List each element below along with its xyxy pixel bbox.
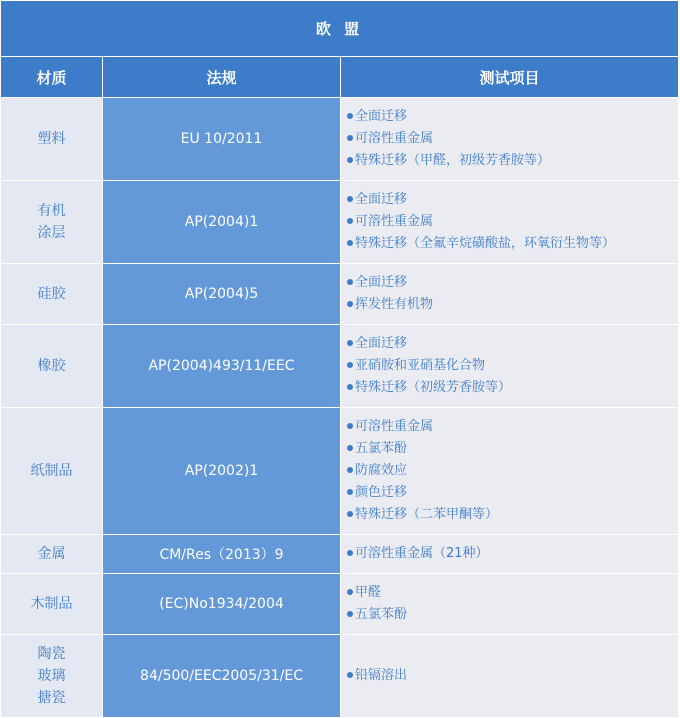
regulation-cell: EU 10/2011 (103, 98, 341, 180)
bullet-icon (347, 550, 353, 556)
bullet-icon (347, 589, 353, 595)
material-text: 纸制品 (30, 463, 73, 479)
table-row (1, 574, 678, 635)
bullet-icon (347, 362, 353, 368)
test-item (347, 189, 678, 211)
test-item-text: 可溶性重金属 (355, 131, 434, 146)
tests-cell (341, 264, 678, 324)
bullet-icon (347, 672, 353, 678)
test-item (347, 377, 678, 399)
test-item-text: 可溶性重金属 (355, 214, 434, 229)
test-item-text: 五氯苯酚 (355, 441, 408, 456)
test-item-text: 特殊迁移（初级芳香胺等） (355, 380, 512, 395)
test-item (347, 482, 678, 504)
test-item (347, 460, 678, 482)
material-text: 陶瓷 (37, 646, 66, 662)
test-item (347, 416, 678, 438)
test-item (347, 272, 678, 294)
test-item (347, 106, 678, 128)
test-item (347, 333, 678, 355)
table-row (1, 98, 678, 181)
test-item (347, 543, 678, 565)
test-item (347, 665, 678, 687)
material-text: 橡胶 (37, 358, 66, 374)
tests-cell (341, 98, 678, 180)
test-item-text: 全面迁移 (355, 192, 408, 207)
header-row (1, 57, 678, 98)
bullet-icon (347, 340, 353, 346)
regulation-cell: 84/500/EEC2005/31/EC (103, 635, 341, 717)
test-item-text: 特殊迁移（甲醛，初级芳香胺等） (355, 153, 551, 168)
test-item-text: 挥发性有机物 (355, 297, 434, 312)
bullet-icon (347, 135, 353, 141)
table-row (1, 181, 678, 264)
test-item-text: 全面迁移 (355, 109, 408, 124)
table-body (1, 98, 678, 718)
material-cell (1, 635, 103, 717)
test-item (347, 355, 678, 377)
bullet-icon (347, 445, 353, 451)
table-row (1, 325, 678, 408)
bullet-icon (347, 384, 353, 390)
test-item (347, 604, 678, 626)
test-item (347, 438, 678, 460)
tests-cell (341, 325, 678, 407)
test-item-text: 五氯苯酚 (355, 607, 408, 622)
bullet-icon (347, 301, 353, 307)
test-item-text: 可溶性重金属 (355, 419, 434, 434)
bullet-icon (347, 511, 353, 517)
bullet-icon (347, 196, 353, 202)
test-item (347, 504, 678, 526)
material-text: 涂层 (37, 225, 66, 241)
table-row (1, 535, 678, 574)
test-item-text: 亚硝胺和亚硝基化合物 (355, 358, 486, 373)
regulation-cell: CM/Res（2013）9 (103, 535, 341, 573)
regulation-cell: AP(2004)493/11/EEC (103, 325, 341, 407)
test-item-text: 防腐效应 (355, 463, 408, 478)
bullet-icon (347, 218, 353, 224)
header-regulation: 法规 (103, 57, 341, 97)
material-text: 塑料 (37, 131, 66, 147)
test-item-text: 全面迁移 (355, 275, 408, 290)
bullet-icon (347, 423, 353, 429)
bullet-icon (347, 489, 353, 495)
bullet-icon (347, 279, 353, 285)
regulation-cell: AP(2002)1 (103, 408, 341, 534)
test-item-text: 铅镉溶出 (355, 668, 408, 683)
material-text: 木制品 (30, 596, 73, 612)
tests-cell (341, 181, 678, 263)
material-text: 金属 (37, 546, 66, 562)
test-item-text: 颜色迁移 (355, 485, 408, 500)
tests-cell (341, 535, 678, 573)
bullet-icon (347, 113, 353, 119)
test-item-text: 全面迁移 (355, 336, 408, 351)
material-cell (1, 325, 103, 407)
material-cell (1, 264, 103, 324)
test-item (347, 582, 678, 604)
material-cell (1, 574, 103, 634)
material-cell (1, 535, 103, 573)
test-item-text: 特殊迁移（二苯甲酮等） (355, 507, 499, 522)
regulation-cell: AP(2004)5 (103, 264, 341, 324)
material-text: 搪瓷 (37, 690, 66, 706)
tests-cell (341, 635, 678, 717)
table-row (1, 264, 678, 325)
bullet-icon (347, 611, 353, 617)
regulation-cell: (EC)No1934/2004 (103, 574, 341, 634)
material-text: 玻璃 (37, 668, 66, 684)
header-tests: 测试项目 (479, 68, 540, 87)
material-cell (1, 181, 103, 263)
tests-cell (341, 408, 678, 534)
bullet-icon (347, 467, 353, 473)
material-text: 硅胶 (37, 286, 66, 302)
test-item-text: 特殊迁移（全氟辛烷磺酸盐，环氧衍生物等） (355, 236, 616, 251)
bullet-icon (347, 240, 353, 246)
test-item-text: 甲醛 (355, 585, 382, 600)
table-title: 欧 盟 (1, 1, 678, 57)
header-material: 材质 (1, 57, 103, 97)
material-cell (1, 408, 103, 534)
material-text: 有机 (37, 203, 66, 219)
test-item (347, 211, 678, 233)
tests-cell (341, 574, 678, 634)
regulation-cell: AP(2004)1 (103, 181, 341, 263)
material-cell (1, 98, 103, 180)
test-item (347, 294, 678, 316)
test-item (347, 150, 678, 172)
table-row (1, 635, 678, 718)
test-item-text: 可溶性重金属（21种） (355, 546, 489, 561)
test-item (347, 233, 678, 255)
table-row (1, 408, 678, 535)
bullet-icon (347, 157, 353, 163)
test-item (347, 128, 678, 150)
regulation-table (1, 1, 678, 718)
